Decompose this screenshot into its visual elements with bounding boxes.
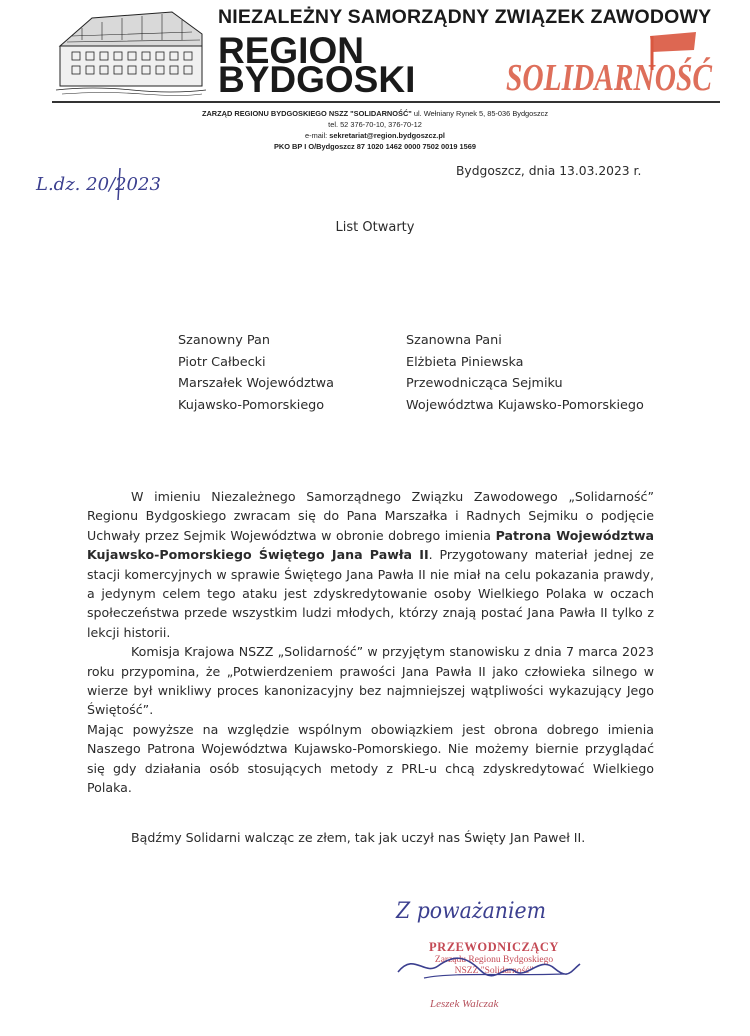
addressee-right-line: Województwa Kujawsko-Pomorskiego (406, 397, 644, 413)
addressee-left-line: Piotr Całbecki (178, 354, 266, 370)
addressee-right-line: Szanowna Pani (406, 333, 502, 348)
email-label: e-mail: (305, 131, 328, 140)
addressee-left-line: Marszałek Województwa (178, 376, 334, 391)
addressee-left (178, 330, 334, 416)
closing-line: Bądźmy Solidarni walcząc ze złem, tak jak uczył nas Święty Jan Paweł II. (131, 830, 586, 845)
header-divider (52, 101, 720, 103)
stamp-line: Zarządu Regionu Bydgoskiego (434, 955, 554, 965)
handwritten-reference (34, 166, 184, 206)
addressee-left-line: Szanowny Pan (178, 333, 270, 348)
address: ul. Wełniany Rynek 5, 85-036 Bydgoszcz (413, 109, 549, 118)
region-word: REGION (218, 30, 364, 71)
union-name: NIEZALEŻNY SAMORZĄDNY ZWIĄZEK ZAWODOWY (218, 6, 712, 28)
document-title: List Otwarty (335, 220, 415, 235)
paragraph-2: Komisja Krajowa NSZZ „Solidarność” w przyjętym stanowisku z dnia 7 marca 2023 roku przypomina, że „Potwierdzeniem prawości Jana Pawła II jako człowieka silnego w wierze był wnikliwy proces kanonizacyjny bez najmniejszej wątpliwości wykazujący Jego Świętość”. (87, 644, 654, 718)
patron-emphasis: Patrona Województwa Kujawsko-Pomorskiego Świętego Jana Pawła II (87, 527, 654, 563)
handwritten-regards (392, 884, 562, 936)
letter-body (87, 487, 654, 798)
addressee-left-line: Kujawsko-Pomorskiego (178, 397, 325, 413)
stamp-title: PRZEWODNICZĄCY (429, 940, 559, 954)
email: sekretariat@region.bydgoszcz.pl (329, 131, 445, 140)
regards-text: Z poważaniem (395, 899, 546, 924)
solidarnosc-logo-text: SOLIDARNOŚĆ (506, 57, 713, 99)
paragraph-1-end: . Przygotowany materiał jednej ze stacji komercyjnych w sprawie Świętego Jana Pawła II nie miał na celu pokazania prawdy, a jedynym celem tego ataku jest zdyskredytowanie osoby Wielkiego Polaka w oczach społeczeństwa przede wszystkim ludzi młodych, którzy znają postać Jana Pawła II tylko z lekcji historii. (87, 547, 654, 640)
addressee-right (406, 330, 644, 416)
board-label: ZARZĄD REGIONU BYDGOSKIEGO NSZZ "SOLIDARNOŚĆ" (201, 109, 412, 118)
bank-account: PKO BP I O/Bydgoszcz 87 1020 1462 0000 7502 0019 1569 (273, 142, 476, 151)
date-line: Bydgoszcz, dnia 13.03.2023 r. (456, 164, 642, 178)
solidarnosc-logo (500, 30, 718, 104)
addressee-right-line: Przewodnicząca Sejmiku (406, 376, 563, 391)
paragraph-1-start: W imieniu Niezależnego Samorządnego Związku Zawodowego „Solidarność” Regionu Bydgoskiego zwracam się do Pana Marszałka i Radnych Sejmiku o podjęcie Uchwały przez Sejmik Województwa w obronie dobrego imienia (87, 489, 654, 543)
phone: tel. 52 376-70-10, 376-70-12 (328, 120, 422, 129)
reference-text: L.dz. 20/2023 (36, 174, 161, 195)
addressee-right-line: Elżbieta Piniewska (406, 354, 524, 370)
paragraph-3: Mając powyższe na względzie wspólnym obowiązkiem jest obrona dobrego imienia Naszego Patrona Województwa Kujawsko-Pomorskiego. Nie możemy biernie przyglądać się gdy działania osób stosujących metody z PRL-u chcą zdyskredytować Wielkiego Polaka. (87, 721, 654, 796)
signature-scribble (394, 942, 584, 982)
region-city: BYDGOSKI (218, 59, 416, 100)
building-logo-icon (52, 6, 210, 98)
stamp-line: NSZZ "Solidarność" (454, 966, 534, 976)
contact-block (150, 108, 600, 152)
stamp-name: Leszek Walczak (430, 998, 499, 1010)
paragraph-1 (87, 487, 654, 642)
